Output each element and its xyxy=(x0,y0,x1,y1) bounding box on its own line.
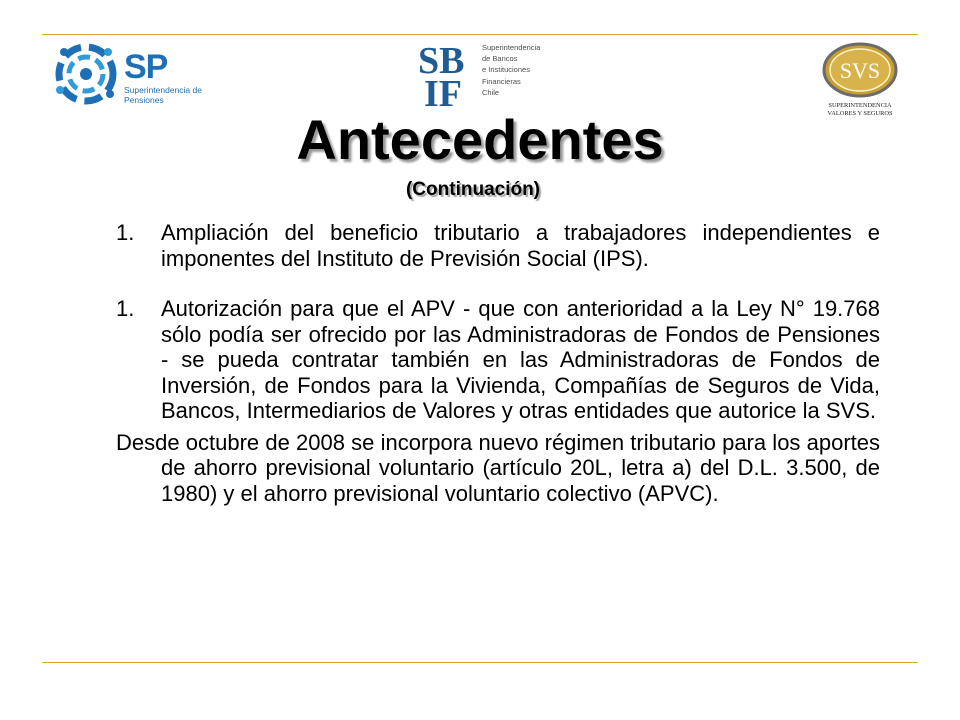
sp-logo-line1: Superintendencia de xyxy=(124,85,202,95)
slide-subtitle: (Continuación) xyxy=(405,179,541,200)
sp-emblem-icon xyxy=(52,38,120,110)
svs-logo-line2: VALORES Y SEGUROS xyxy=(827,110,893,117)
body-paragraph: Desde octubre de 2008 se incorpora nuevo régimen tributario para los aportes de ahorro previsional voluntario (artículo 20L, letra a) del D.L. 3.500, de 1980) y el ahorro previsional voluntario colectivo (APVC). xyxy=(116,429,880,506)
list-item xyxy=(116,296,880,424)
logo-superintendencia-pensiones xyxy=(52,38,212,110)
svg-text:IF: IF xyxy=(424,73,462,110)
list-item-text: Ampliación del beneficio tributario a trabajadores independientes e imponentes del Instituto de Previsión Social (IPS). xyxy=(161,220,880,271)
list-item xyxy=(116,220,880,271)
sbif-line: Financieras xyxy=(482,76,521,86)
logo-sbif xyxy=(418,40,558,110)
svs-logo-letters: SVS xyxy=(839,58,881,83)
sbif-line: Chile xyxy=(482,87,500,97)
svs-emblem-icon xyxy=(812,40,908,100)
list-item-number: 1. xyxy=(116,296,135,321)
svs-logo-line1: SUPERINTENDENCIA xyxy=(828,102,892,109)
svg-text:SB: SB xyxy=(418,40,465,82)
sbif-logo-text xyxy=(482,42,540,98)
top-rule xyxy=(42,34,918,35)
list-item-text: Autorización para que el APV - que con anterioridad a la Ley N° 19.768 sólo podía ser ofrecido por las Administradoras de Fondos de Pensiones - se pueda contratar también en las Administradoras de Fondos de Inversión, de Fondos para la Vivienda, Compañías de Seguros de Vida, Bancos, Intermediarios de Valores y otras entidades que autorice la SVS. xyxy=(161,296,880,423)
slide-content xyxy=(116,220,880,506)
slide-title: Antecedentes xyxy=(296,108,664,171)
sbif-line: de Bancos xyxy=(482,54,518,64)
sp-logo-line2: Pensiones xyxy=(124,95,164,105)
bottom-rule xyxy=(42,662,918,663)
sbif-line: Superintendencia xyxy=(482,43,541,52)
sbif-line: e Instituciones xyxy=(482,65,530,75)
sbif-mark-icon xyxy=(418,40,478,110)
list-item-number: 1. xyxy=(116,220,135,245)
sp-logo-letters: SP xyxy=(124,48,168,86)
